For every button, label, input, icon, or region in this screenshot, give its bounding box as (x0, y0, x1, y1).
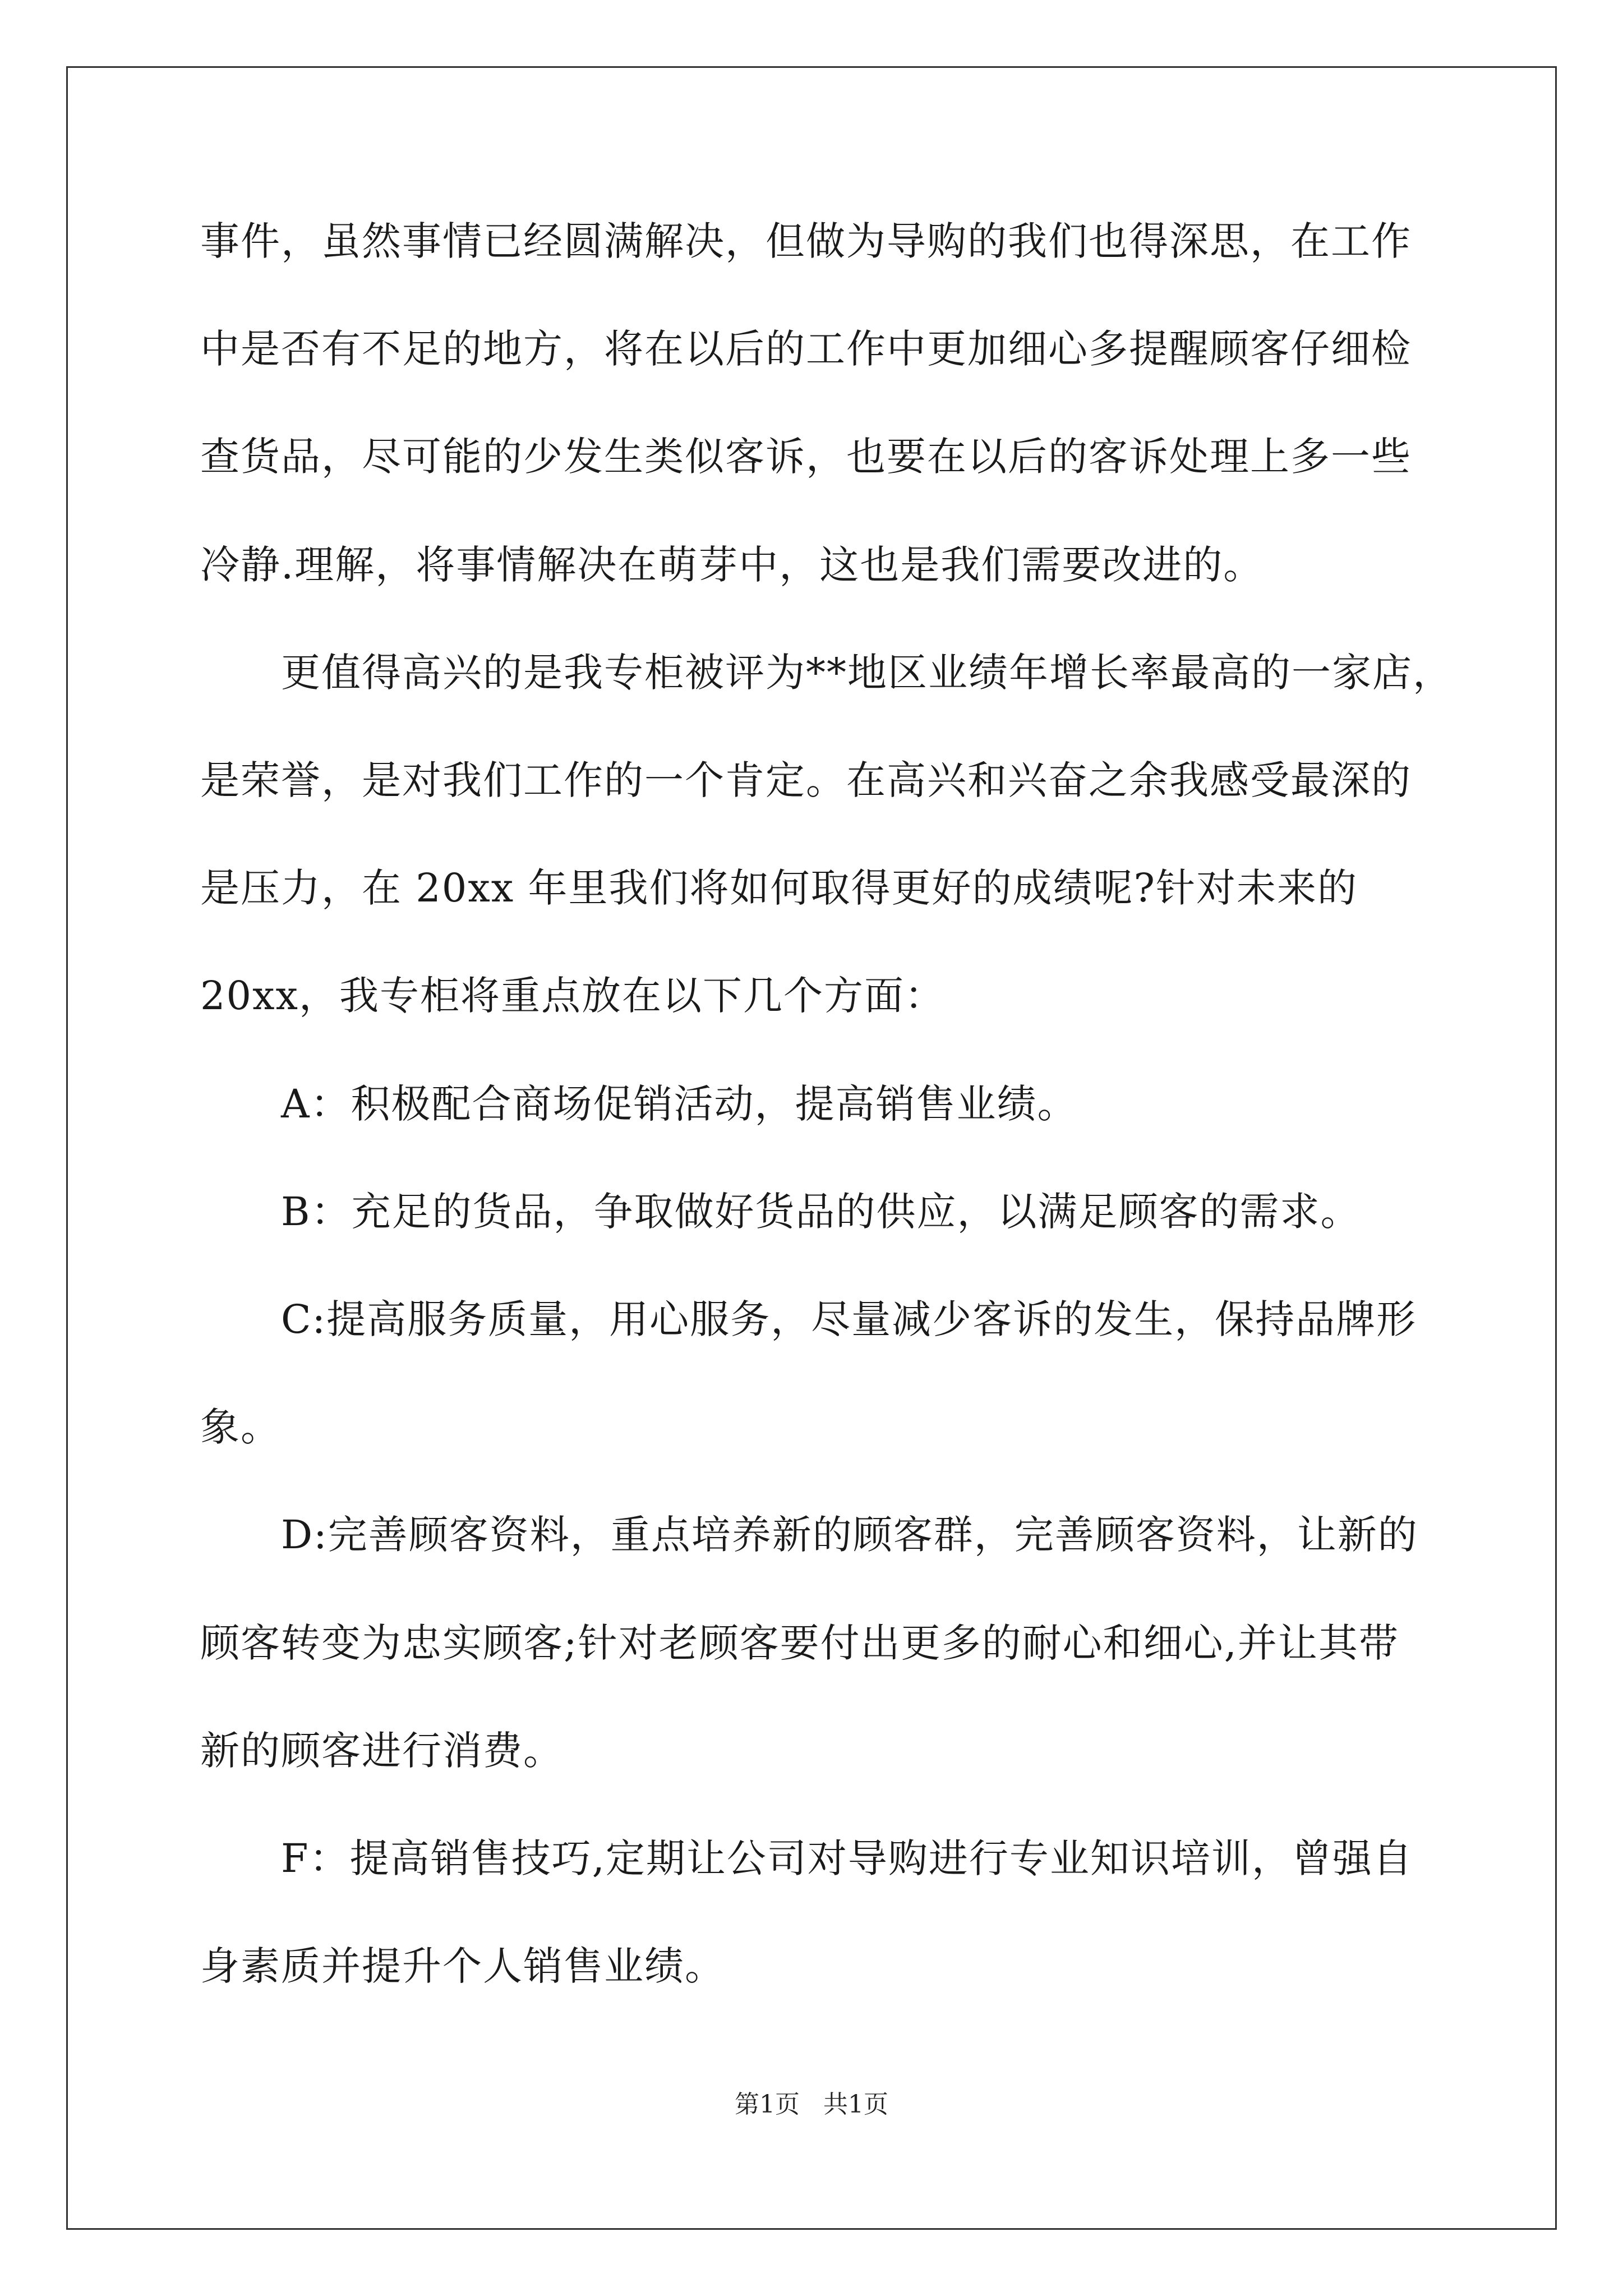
text-line: A：积极配合商场促销活动，提高销售业绩。 (200, 1081, 1078, 1127)
page-total: 共1页 (823, 2090, 888, 2119)
text-line: 更值得高兴的是我专柜被评为**地区业绩年增长率最高的一家店， (200, 650, 1453, 696)
text-line: F：提高销售技巧,定期让公司对导购进行专业知识培训，曾强自 (200, 1835, 1413, 1881)
page-footer (0, 2088, 1623, 2122)
text-line: 是压力，在 20xx 年里我们将如何取得更好的成绩呢?针对未来的 (200, 865, 1358, 911)
text-line: B：充足的货品，争取做好货品的供应，以满足顾客的需求。 (200, 1189, 1361, 1235)
text-line: 查货品，尽可能的少发生类似客诉，也要在以后的客诉处理上多一些 (200, 434, 1412, 480)
text-line: 新的顾客进行消费。 (200, 1728, 564, 1774)
text-line: 是荣誉，是对我们工作的一个肯定。在高兴和兴奋之余我感受最深的 (200, 757, 1412, 803)
text-line: 身素质并提升个人销售业绩。 (200, 1943, 725, 1989)
page-border (66, 66, 1557, 2230)
text-line: 事件，虽然事情已经圆满解决，但做为导购的我们也得深思，在工作 (200, 218, 1412, 264)
text-line: C:提高服务质量，用心服务，尽量减少客诉的发生，保持品牌形 (200, 1296, 1417, 1342)
text-line: 中是否有不足的地方，将在以后的工作中更加细心多提醒顾客仔细检 (200, 326, 1412, 372)
text-line: D:完善顾客资料，重点培养新的顾客群，完善顾客资料，让新的 (200, 1512, 1418, 1558)
text-line: 冷静.理解，将事情解决在萌芽中，这也是我们需要改进的。 (200, 542, 1264, 588)
text-line: 20xx，我专柜将重点放在以下几个方面： (200, 973, 946, 1019)
page-number: 第1页 (735, 2090, 800, 2119)
text-line: 顾客转变为忠实顾客;针对老顾客要付出更多的耐心和细心,并让其带 (200, 1620, 1399, 1666)
text-line: 象。 (200, 1404, 281, 1450)
